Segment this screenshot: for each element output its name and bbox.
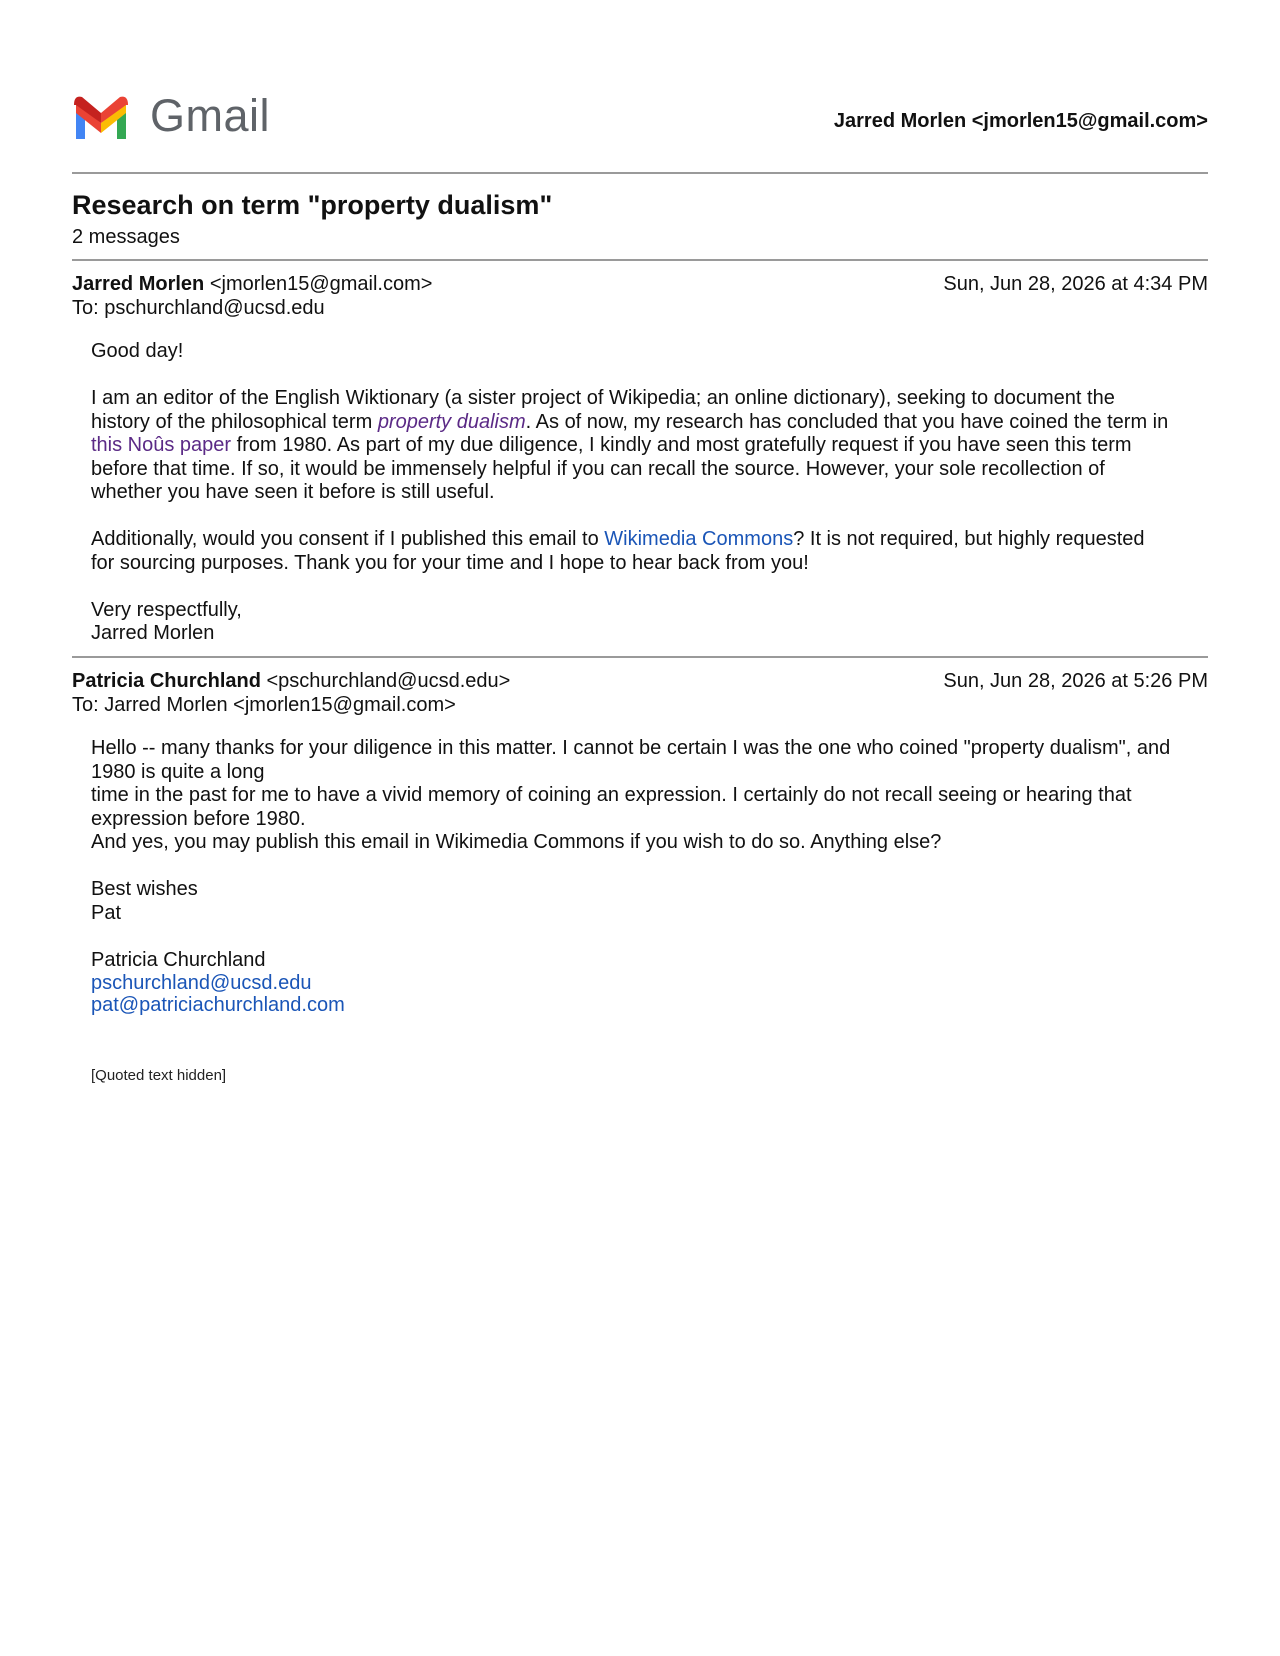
body-line: time in the past for me to have a vivid memory of coining an expression. I certainly do not recall seeing or hearing that expression before 1980. [91, 784, 1132, 830]
body-line: Hello -- many thanks for your diligence in this matter. I cannot be certain I was the one who coined "property dualism", and 1980 is quite a long [91, 737, 1171, 783]
signature: Jarred Morlen [91, 622, 215, 644]
body-line: And yes, you may publish this email in Wikimedia Commons if you wish to do so. Anything else? [91, 831, 942, 853]
sender-name: Patricia Churchland [72, 670, 261, 692]
signature-name: Patricia Churchland [91, 948, 266, 971]
gmail-logo [72, 88, 270, 144]
wikimedia-commons-link[interactable]: Wikimedia Commons [604, 528, 794, 550]
message-body [91, 340, 1171, 646]
message-header [72, 272, 1208, 320]
property-dualism-link[interactable]: property dualism [377, 410, 526, 433]
recipient-line: To: pschurchland@ucsd.edu [72, 297, 325, 319]
quoted-text-toggle[interactable]: [Quoted text hidden] [91, 1067, 227, 1084]
closing: Best wishes [91, 878, 198, 900]
closing: Very respectfully, [91, 598, 242, 621]
gmail-m-icon [72, 93, 130, 139]
text-run: ? It is not required, but highly requested for sourcing purposes. Thank you for your time and I hope to hear back from you! [91, 528, 1145, 574]
text-run: I am an editor of the English Wiktionary (a sister project of Wikipedia; an online dictionary), seeking to document the history of the philosophical term [91, 387, 1115, 433]
message-divider [72, 656, 1208, 658]
text-run: from 1980. As part of my due diligence, I kindly and most gratefully request if you have seen this term before that time. If so, it would be immensely helpful if you can recall the source. However, your sole recollection of whether you have seen it before is still useful. [91, 434, 1132, 503]
text-run: Additionally, would you consent if I published this email to [91, 528, 605, 550]
sender-email: <jmorlen15@gmail.com> [209, 273, 433, 295]
message-body [91, 737, 1171, 1088]
signature-email-link[interactable]: pschurchland@ucsd.edu [91, 972, 312, 994]
message-date: Sun, Jun 28, 2026 at 4:34 PM [943, 273, 1208, 295]
short-name: Pat [91, 901, 122, 924]
message-count: 2 messages [72, 226, 180, 248]
body-paragraph [91, 528, 1171, 575]
gmail-wordmark: Gmail [150, 90, 271, 141]
recipient-line: To: Jarred Morlen <jmorlen15@gmail.com> [72, 694, 456, 716]
greeting: Good day! [91, 340, 184, 362]
message-date: Sun, Jun 28, 2026 at 5:26 PM [943, 670, 1208, 692]
subject-divider [72, 259, 1208, 261]
message-header [72, 669, 1208, 717]
print-header [72, 88, 1208, 148]
sender-name: Jarred Morlen [72, 273, 205, 295]
text-run: . As of now, my research has concluded that you have coined the term in [525, 410, 1169, 433]
account-name: Jarred Morlen <jmorlen15@gmail.com> [833, 110, 1208, 132]
thread-subject: Research on term "property dualism" [72, 190, 553, 220]
header-divider [72, 172, 1208, 174]
message-1 [72, 272, 1208, 669]
message-2 [72, 669, 1208, 1088]
sign-off [91, 599, 1171, 646]
sender-email: <pschurchland@ucsd.edu> [266, 670, 511, 692]
body-paragraph [91, 387, 1171, 505]
nous-paper-link[interactable]: this Noûs paper [91, 434, 232, 456]
signature-email-link[interactable]: pat@patriciachurchland.com [91, 994, 345, 1016]
